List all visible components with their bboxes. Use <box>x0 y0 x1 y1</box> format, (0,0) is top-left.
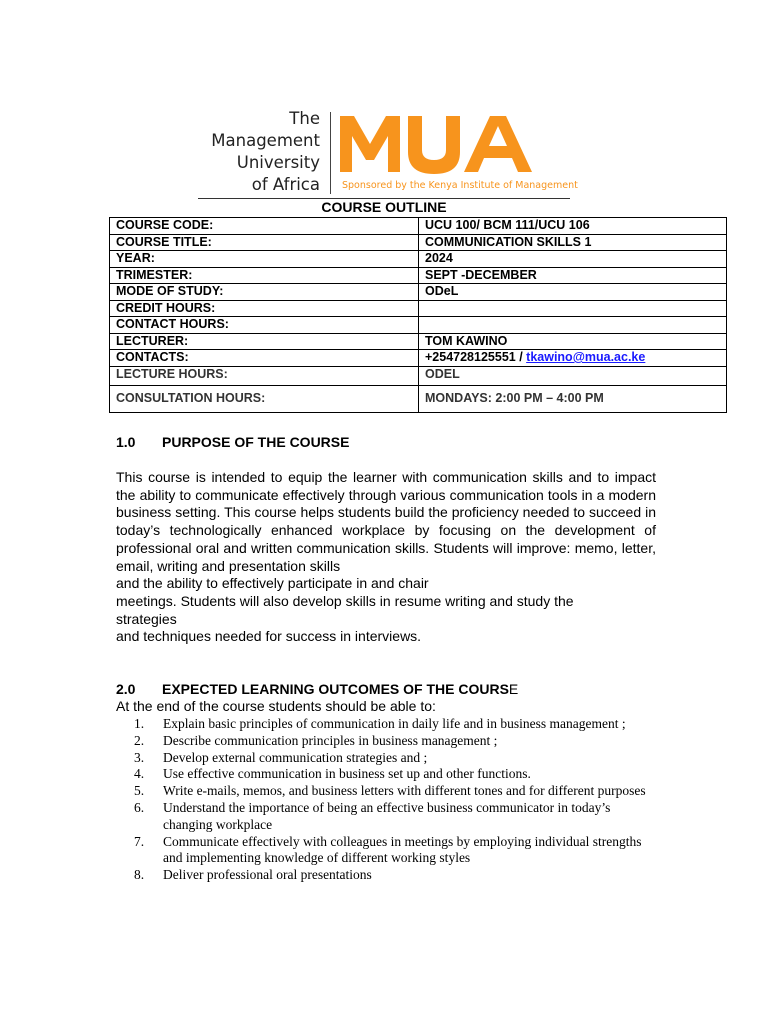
item-text: Write e-mails, memos, and business letters with different tones and for different purposes <box>163 783 646 799</box>
item-text: Explain basic principles of communication in daily life and in business management ; <box>163 716 626 731</box>
list-item <box>134 867 654 884</box>
outcomes-intro: At the end of the course students should be able to: <box>116 698 436 714</box>
item-text: Communicate effectively with colleagues in meetings by employing individual strengths and implementing knowledge of different working styles <box>163 833 642 866</box>
table-row <box>110 317 727 334</box>
item-number: 8. <box>134 867 145 883</box>
item-text: Develop external communication strategies and ; <box>163 749 428 765</box>
table-row <box>110 300 727 317</box>
item-text: Use effective communication in business set up and other functions. <box>163 766 531 782</box>
row-value <box>419 317 727 334</box>
list-item <box>134 716 654 733</box>
table-row <box>110 234 727 251</box>
row-label: TRIMESTER: <box>110 267 419 284</box>
purpose-text-line: strategies <box>116 610 177 627</box>
logo-sponsor-text: Sponsored by the Kenya Institute of Management <box>342 180 578 191</box>
item-text: Describe communication principles in business management ; <box>163 732 498 748</box>
item-number: 3. <box>134 749 145 765</box>
section-title: PURPOSE OF THE COURSE <box>162 434 350 450</box>
row-label: CREDIT HOURS: <box>110 300 419 317</box>
table-row <box>110 350 727 367</box>
row-label: YEAR: <box>110 251 419 268</box>
table-row <box>110 385 727 412</box>
item-text: Understand the importance of being an effective business communicator in today’s changing workplace <box>163 799 611 832</box>
logo-wordmark <box>200 108 320 196</box>
row-value: UCU 100/ BCM 111/UCU 106 <box>419 218 727 235</box>
item-text: Deliver professional oral presentations <box>163 867 372 883</box>
row-value: ODEL <box>419 366 727 385</box>
section-number: 2.0 <box>116 681 136 697</box>
row-label: MODE OF STUDY: <box>110 284 419 301</box>
row-value: MONDAYS: 2:00 PM – 4:00 PM <box>419 385 727 412</box>
row-label: COURSE TITLE: <box>110 234 419 251</box>
mua-logo-mark <box>338 110 563 178</box>
list-item <box>134 783 654 800</box>
row-label: CONSULTATION HOURS: <box>110 385 419 412</box>
row-label: COURSE CODE: <box>110 218 419 235</box>
section-title-last-letter: E <box>508 681 519 697</box>
list-item <box>134 750 654 767</box>
item-number: 4. <box>134 766 145 782</box>
item-number: 7. <box>134 833 145 849</box>
logo-line: University <box>236 153 320 172</box>
row-value: COMMUNICATION SKILLS 1 <box>419 234 727 251</box>
row-value: TOM KAWINO <box>419 333 727 350</box>
section-heading-purpose <box>116 434 349 450</box>
table-row <box>110 284 727 301</box>
list-item <box>134 766 654 783</box>
table-row <box>110 366 727 385</box>
row-label: LECTURE HOURS: <box>110 366 419 385</box>
row-label: CONTACT HOURS: <box>110 317 419 334</box>
logo-line: Management <box>211 131 320 150</box>
section-heading-outcomes <box>116 681 518 697</box>
section-number: 1.0 <box>116 434 136 450</box>
purpose-text-line: and the ability to effectively participate in and chair <box>116 575 429 592</box>
table-row <box>110 251 727 268</box>
list-item <box>134 733 654 750</box>
course-info-table <box>109 217 727 413</box>
row-value <box>419 350 727 367</box>
table-row <box>110 333 727 350</box>
lecturer-email-link[interactable]: tkawino@mua.ac.ke <box>526 350 646 364</box>
row-value: 2024 <box>419 251 727 268</box>
outcomes-list <box>134 716 654 884</box>
course-outline-title: COURSE OUTLINE <box>321 199 447 215</box>
table-row <box>110 218 727 235</box>
row-label: CONTACTS: <box>110 350 419 367</box>
logo-line: The <box>289 109 320 128</box>
university-logo <box>200 108 578 200</box>
purpose-text-line: and techniques needed for success in interviews. <box>116 628 422 645</box>
logo-divider <box>330 112 331 194</box>
purpose-text-main: This course is intended to equip the learner with communication skills and to impact the ability to communicate effectively through various communication tools in a modern business setting. This course helps students build the proficiency needed to succeed in today’s technologically enhanced workplace by focusing on the development of professional oral and written communication skills. Students will improve: memo, letter, email, writing and presentation skills <box>116 469 656 574</box>
logo-line: of Africa <box>251 175 320 194</box>
item-number: 2. <box>134 732 145 748</box>
item-number: 1. <box>134 716 145 731</box>
purpose-text-line: meetings. Students will also develop skills in resume writing and study the <box>116 592 574 609</box>
contact-phone: +254728125551 / <box>425 350 527 364</box>
list-item <box>134 834 654 868</box>
item-number: 6. <box>134 799 145 815</box>
row-value <box>419 300 727 317</box>
list-item <box>134 800 654 834</box>
row-label: LECTURER: <box>110 333 419 350</box>
purpose-paragraph <box>116 469 656 646</box>
item-number: 5. <box>134 783 145 799</box>
row-value: ODeL <box>419 284 727 301</box>
table-row <box>110 267 727 284</box>
section-title: EXPECTED LEARNING OUTCOMES OF THE COURS <box>162 681 509 697</box>
row-value: SEPT -DECEMBER <box>419 267 727 284</box>
